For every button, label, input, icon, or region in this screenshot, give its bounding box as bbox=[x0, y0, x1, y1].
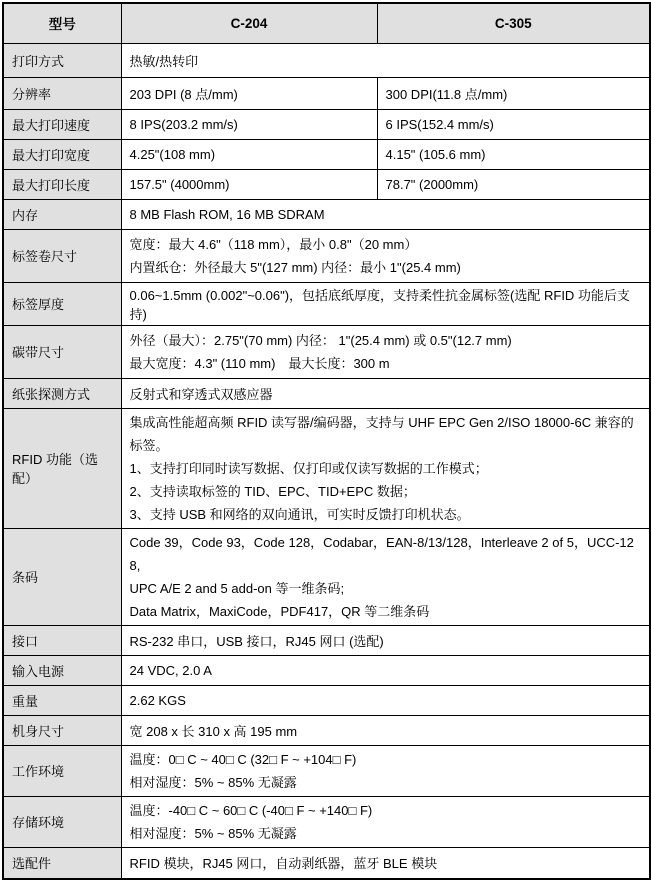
row-value bbox=[121, 796, 650, 847]
row-label: 存储环境 bbox=[3, 796, 121, 847]
row-value bbox=[121, 229, 650, 282]
table-row-print-method bbox=[3, 43, 650, 77]
row-label: 工作环境 bbox=[3, 745, 121, 796]
row-label: 最大打印长度 bbox=[3, 169, 121, 199]
row-value: 2.62 KGS bbox=[121, 685, 650, 715]
row-label: 标签厚度 bbox=[3, 282, 121, 325]
value-line: Data Matrix，MaxiCode，PDF417，QR 等二维条码 bbox=[129, 603, 430, 619]
value-line: UPC A/E 2 and 5 add-on 等一维条码; bbox=[129, 580, 345, 596]
header-c204-cell: C-204 bbox=[121, 3, 377, 43]
row-value-c204: 4.25"(108 mm) bbox=[121, 139, 377, 169]
row-value: 24 VDC, 2.0 A bbox=[121, 655, 650, 685]
value-line: 内置纸仓：外径最大 5"(127 mm) 内径：最小 1"(25.4 mm) bbox=[129, 259, 461, 275]
table-row-power-input bbox=[3, 655, 650, 685]
table-row-max-width bbox=[3, 139, 650, 169]
row-value: RS-232 串口，USB 接口，RJ45 网口 (选配) bbox=[121, 625, 650, 655]
header-c305-cell: C-305 bbox=[377, 3, 650, 43]
table-row-ribbon-size bbox=[3, 325, 650, 378]
value-line: 3、支持 USB 和网络的双向通讯，可实时反馈打印机状态。 bbox=[129, 506, 470, 522]
row-value-c204: 203 DPI (8 点/mm) bbox=[121, 77, 377, 109]
row-label: RFID 功能（选配） bbox=[3, 408, 121, 528]
value-line: 相对湿度：5% ~ 85% 无凝露 bbox=[129, 825, 297, 841]
row-label: 内存 bbox=[3, 199, 121, 229]
row-label: 打印方式 bbox=[3, 43, 121, 77]
row-value: RFID 模块，RJ45 网口，自动剥纸器，蓝牙 BLE 模块 bbox=[121, 847, 650, 879]
table-row-barcodes bbox=[3, 528, 650, 625]
row-value-c305: 300 DPI(11.8 点/mm) bbox=[377, 77, 650, 109]
table-row-interfaces bbox=[3, 625, 650, 655]
row-value bbox=[121, 528, 650, 625]
row-value-c204: 8 IPS(203.2 mm/s) bbox=[121, 109, 377, 139]
value-line: Code 39，Code 93，Code 128，Codabar，EAN-8/13/128，Interleave 2 of 5，UCC-128, bbox=[129, 534, 634, 573]
value-line: 外径（最大）：2.75"(70 mm) 内径： 1"(25.4 mm) 或 0.5"(12.7 mm) bbox=[129, 332, 512, 348]
row-label: 条码 bbox=[3, 528, 121, 625]
table-row-resolution bbox=[3, 77, 650, 109]
row-label: 碳带尺寸 bbox=[3, 325, 121, 378]
table-row-rfid-function bbox=[3, 408, 650, 528]
value-line: 集成高性能超高频 RFID 读写器/编码器，支持与 UHF EPC Gen 2/ISO 18000-6C 兼容的标签。 bbox=[129, 414, 634, 453]
value-line: 宽度：最大 4.6"（118 mm），最小 0.8"（20 mm） bbox=[129, 236, 418, 252]
row-value: 8 MB Flash ROM, 16 MB SDRAM bbox=[121, 199, 650, 229]
row-label: 最大打印宽度 bbox=[3, 139, 121, 169]
table-row-optional-accessories bbox=[3, 847, 650, 879]
row-label: 重量 bbox=[3, 685, 121, 715]
value-line: 温度：0□ C ~ 40□ C (32□ F ~ +104□ F) bbox=[129, 751, 357, 767]
header-row bbox=[3, 3, 650, 43]
row-label: 接口 bbox=[3, 625, 121, 655]
table-row-media-sensor bbox=[3, 378, 650, 408]
row-label: 机身尺寸 bbox=[3, 715, 121, 745]
header-model-cell: 型号 bbox=[3, 3, 121, 43]
row-value bbox=[121, 408, 650, 528]
row-value-c204: 157.5" (4000mm) bbox=[121, 169, 377, 199]
table-row-max-length bbox=[3, 169, 650, 199]
value-line: 温度：-40□ C ~ 60□ C (-40□ F ~ +140□ F) bbox=[129, 802, 373, 818]
row-value-c305: 6 IPS(152.4 mm/s) bbox=[377, 109, 650, 139]
row-value-c305: 4.15" (105.6 mm) bbox=[377, 139, 650, 169]
value-line: 1、支持打印同时读写数据、仅打印或仅读写数据的工作模式； bbox=[129, 460, 488, 476]
printer-spec-table bbox=[2, 2, 651, 880]
row-label: 选配件 bbox=[3, 847, 121, 879]
row-label: 标签卷尺寸 bbox=[3, 229, 121, 282]
value-line: 相对湿度：5% ~ 85% 无凝露 bbox=[129, 774, 297, 790]
row-value bbox=[121, 325, 650, 378]
row-value: 反射式和穿透式双感应器 bbox=[121, 378, 650, 408]
row-label: 纸张探测方式 bbox=[3, 378, 121, 408]
row-value bbox=[121, 745, 650, 796]
value-line: 最大宽度：4.3" (110 mm) 最大长度：300 m bbox=[129, 355, 390, 371]
row-label: 最大打印速度 bbox=[3, 109, 121, 139]
row-value: 热敏/热转印 bbox=[121, 43, 650, 77]
value-line: 2、支持读取标签的 TID、EPC、TID+EPC 数据； bbox=[129, 483, 416, 499]
table-row-weight bbox=[3, 685, 650, 715]
table-row-operating-environment bbox=[3, 745, 650, 796]
row-label: 输入电源 bbox=[3, 655, 121, 685]
table-row-label-roll-size bbox=[3, 229, 650, 282]
row-label: 分辨率 bbox=[3, 77, 121, 109]
row-value: 0.06~1.5mm (0.002"~0.06")，包括底纸厚度，支持柔性抗金属标签(选配 RFID 功能后支持) bbox=[121, 282, 650, 325]
table-row-storage-environment bbox=[3, 796, 650, 847]
row-value: 宽 208 x 长 310 x 高 195 mm bbox=[121, 715, 650, 745]
table-row-label-thickness bbox=[3, 282, 650, 325]
row-value-c305: 78.7" (2000mm) bbox=[377, 169, 650, 199]
table-row-max-speed bbox=[3, 109, 650, 139]
table-row-dimensions bbox=[3, 715, 650, 745]
table-row-memory bbox=[3, 199, 650, 229]
